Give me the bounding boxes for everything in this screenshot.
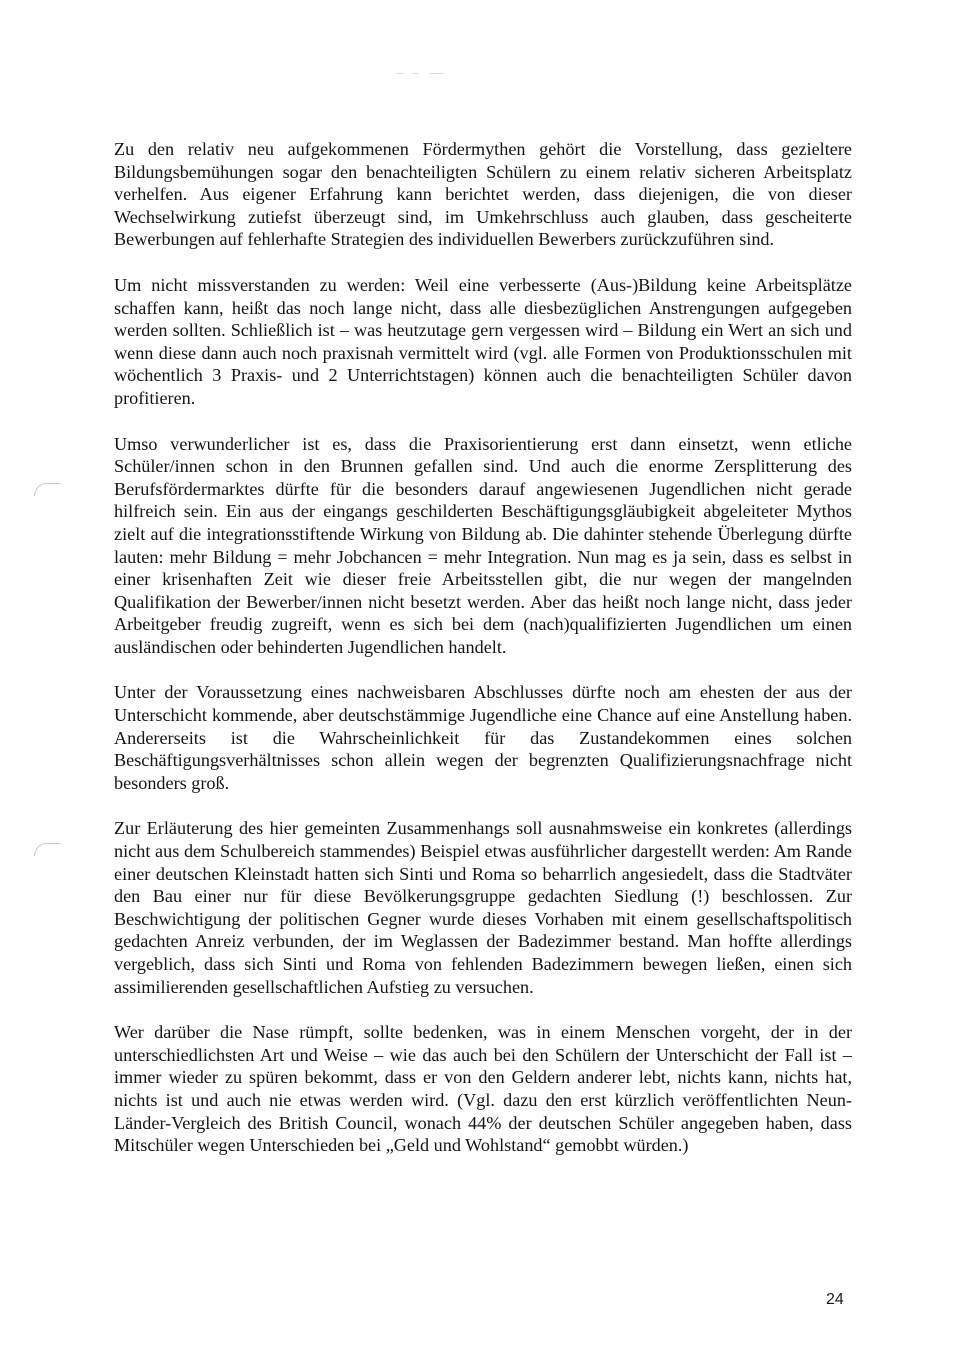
punch-hole-mark (34, 483, 61, 496)
paragraph: Umso verwunderlicher ist es, dass die Praxisorientierung erst dann einsetzt, wenn etliche Schüler/innen schon in den Brunnen gefallen sind. Und auch die enorme Zersplitterung des Berufsfördermarktes dürfte für die besonders darauf angewiesenen Jugendlichen nicht gerade hilfreich sein. Ein aus der eingangs geschilderten Beschäftigungsgläubigkeit abgeleiteter Mythos zielt auf die integrationsstiftende Wirkung von Bildung ab. Die dahinter stehende Überlegung dürfte lauten: mehr Bildung = mehr Jobchancen = mehr Integration. Nun mag es ja sein, dass es selbst in einer krisenhaften Zeit wie dieser freie Arbeitsstellen gibt, die nur wegen der mangelnden Qualifikation der Bewerber/innen nicht besetzt werden. Aber das heißt noch lange nicht, dass jeder Arbeitgeber freudig zugreift, wenn es sich bei dem (nach)qualifizierten Jugendlichen um einen ausländischen oder behinderten Jugendlichen handelt. (114, 433, 852, 657)
paragraph: Zu den relativ neu aufgekommenen Fördermythen gehört die Vorstellung, dass gezieltere Bildungsbemühungen sogar den benachteiligten Schülern zu einem relativ sicheren Arbeitsplatz verhelfen. Aus eigener Erfahrung kann berichtet werden, dass diejenigen, die von dieser Wechselwirkung zutiefst überzeugt sind, im Umkehrschluss auch glauben, dass gescheiterte Bewerbungen auf fehlerhafte Strategien des individuellen Bewerbers zurückzuführen sind. (114, 139, 852, 250)
scan-artifact (396, 72, 458, 76)
paragraph: Zur Erläuterung des hier gemeinten Zusammenhangs soll ausnahmsweise ein konkretes (allerdings nicht aus dem Schulbereich stammendes) Beispiel etwas ausführlicher dargestellt werden: Am Rande einer deutschen Kleinstadt hatten sich Sinti und Roma so beharrlich angesiedelt, dass die Stadtväter den Bau einer nur für diese Bevölkerungsgruppe gedachten Siedlung (!) beschlossen. Zur Beschwichtigung der politischen Gegner wurde dieses Vorhaben mit einem gesellschaftspolitisch gedachten Anreiz verbunden, der im Weglassen der Badezimmer bestand. Man hoffte allerdings vergeblich, dass sich Sinti und Roma von fehlenden Badezimmern bewegen ließen, einen sich assimilierenden gesellschaftlichen Aufstieg zu versuchen. (114, 818, 852, 997)
paragraph: Um nicht missverstanden zu werden: Weil eine verbesserte (Aus-)Bildung keine Arbeitsplätze schaffen kann, heißt das noch lange nicht, dass alle diesbezüglichen Anstrengungen aufgegeben werden sollten. Schließlich ist – was heutzutage gern vergessen wird – Bildung ein Wert an sich und wenn diese dann auch noch praxisnah vermittelt wird (vgl. alle Formen von Produktionsschulen mit wöchentlich 3 Praxis- und 2 Unterrichtstagen) können auch die benachteiligten Schüler davon profitieren. (114, 274, 852, 408)
punch-hole-mark (34, 843, 61, 856)
paragraph: Unter der Voraussetzung eines nachweisbaren Abschlusses dürfte noch am ehesten der aus der Unterschicht kommende, aber deutschstämmige Jugendliche eine Chance auf eine Anstellung haben. Andererseits ist die Wahrscheinlichkeit für das Zustandekommen eines solchen Beschäftigungsverhältnisses schon allein wegen der begrenzten Qualifizierungsnachfrage nicht besonders groß. (114, 682, 852, 793)
document-body (114, 138, 852, 1180)
page-number: 24 (826, 1291, 844, 1308)
paragraph: Wer darüber die Nase rümpft, sollte bedenken, was in einem Menschen vorgeht, der in der unterschiedlichsten Art und Weise – wie das auch bei den Schülern der Unterschicht der Fall ist – immer wieder zu spüren bekommt, dass er von den Geldern anderer lebt, nichts kann, nichts hat, nichts ist und auch nie etwas werden wird. (Vgl. dazu den erst kürzlich veröffentlichten Neun-Länder-Vergleich des British Council, wonach 44% der deutschen Schüler angegeben haben, dass Mitschüler wegen Unterschieden bei „Geld und Wohlstand“ gemobbt würden.) (114, 1022, 852, 1156)
